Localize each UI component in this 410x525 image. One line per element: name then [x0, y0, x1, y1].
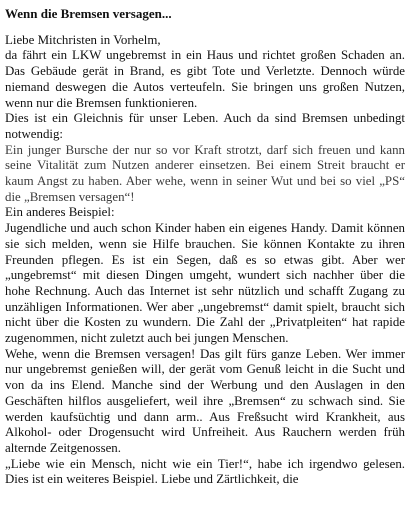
- paragraph-love: „Liebe wie ein Mensch, nicht wie ein Tier!“, habe ich irgendwo gelesen. Dies ist ein weiteres Beispiel. Liebe und Zärtlichkeit, die: [5, 456, 405, 487]
- paragraph-phones-internet: Jugendliche und auch schon Kinder haben ein eigenes Handy. Damit können sie sich melden, wenn sie Hilfe brauchen. Sie können Kontakte zu ihren Freunden pflegen. Es ist ein Segen, daß es so etwas gibt. Aber wer „ungebremst“ mit diesen Dingen umgeht, wundert sich nachher über die hohe Rechnung. Auch das Internet ist sehr nützlich und schafft Zugang zu unzähligen Informationen. Wer aber „ungebremst“ damit spielt, braucht sich nicht über die Kosten zu wundern. Die Zahl der „Privatpleiten“ hat rapide zugenommen, nicht zuletzt auch bei jungen Menschen.: [5, 221, 405, 346]
- paragraph-another-example: Ein anderes Beispiel:: [5, 205, 115, 220]
- paragraph-young-man: Ein junger Bursche der nur so vor Kraft strotzt, darf sich freuen und kann seine Vitalität zum Nutzen anderer einsetzen. Bei einem Streit braucht er kaum Angst zu haben. Aber wehe, wenn in seiner Wut und bei so viel „PS“ die „Bremsen versagen“!: [5, 142, 405, 204]
- paragraph-addiction: Wehe, wenn die Bremsen versagen! Das gilt fürs ganze Leben. Wer immer nur ungebremst genießen will, der gerät vom Genuß leicht in die Sucht und von da ins Elend. Manche sind der Werbung und den Auslagen in den Geschäften hilflos ausgeliefert, weil ihre „Bremsen“ zu schwach sind. Sie werden kaufsüchtig und dann arm.. Aus Freßsucht wird Krankheit, aus Alkohol- oder Drogensucht wird Unfreiheit. Aus Rauchern werden früh alternde Zeitgenossen.: [5, 346, 405, 455]
- salutation: Liebe Mitchristen in Vorhelm,: [5, 32, 161, 47]
- document-title: Wenn die Bremsen versagen...: [5, 6, 172, 21]
- document-page: [5, 6, 405, 488]
- paragraph-parable: Dies ist ein Gleichnis für unser Leben. Auch da sind Bremsen unbedingt notwendig:: [5, 111, 405, 141]
- paragraph-truck-accident: da fährt ein LKW ungebremst in ein Haus und richtet großen Schaden an. Das Gebäude gerät in Brand, es gibt Tote und Verletzte. Dennoch würde niemand deswegen die Autos verteufeln. Sie bringen uns großen Nutzen, wenn nur die Bremsen funktionieren.: [5, 48, 405, 110]
